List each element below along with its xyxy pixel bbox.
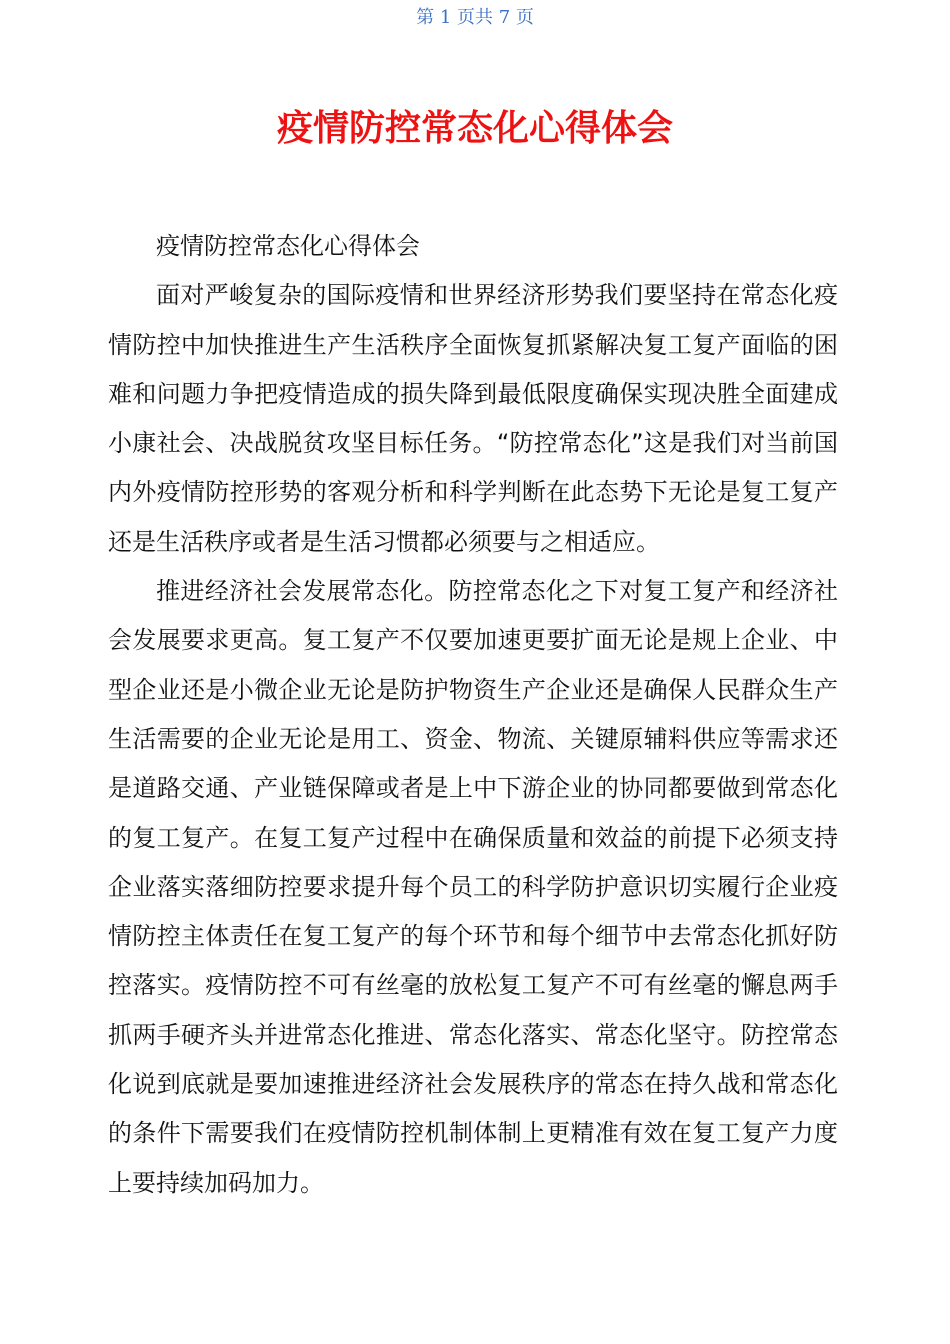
paragraph-intro: 面对严峻复杂的国际疫情和世界经济形势我们要坚持在常态化疫情防控中加快推进生产生活秩序全面恢复抓紧解决复工复产面临的困难和问题力争把疫情造成的损失降到最低限度确保实现决胜全面建成小康社会、决战脱贫攻坚目标任务。“防控常态化”这是我们对当前国内外疫情防控形势的客观分析和科学判断在此态势下无论是复工复产还是生活秩序或者是生活习惯都必须要与之相适应。 (108, 281, 838, 556)
paragraph-economy: 推进经济社会发展常态化。防控常态化之下对复工复产和经济社会发展要求更高。复工复产不仅要加速更要扩面无论是规上企业、中型企业还是小微企业无论是防护物资生产企业还是确保人民群众生产生活需要的企业无论是用工、资金、物流、关键原辅料供应等需求还是道路交通、产业链保障或者是上中下游企业的协同都要做到常态化的复工复产。在复工复产过程中在确保质量和效益的前提下必须支持企业落实落细防控要求提升每个员工的科学防护意识切实履行企业疫情防控主体责任在复工复产的每个环节和每个细节中去常态化抓好防控落实。疫情防控不可有丝毫的放松复工复产不可有丝毫的懈息两手抓两手硬齐头并进常态化推进、常态化落实、常态化坚守。防控常态化说到底就是要加速推进经济社会发展秩序的常态在持久战和常态化的条件下需要我们在疫情防控机制体制上更精准有效在复工复产力度上要持续加码加力。 (108, 577, 838, 1197)
document-title: 疫情防控常态化心得体会 (276, 108, 673, 149)
page-counter: 第 1 页共 7 页 (416, 7, 534, 28)
document-body (108, 222, 838, 1208)
paragraph-subtitle: 疫情防控常态化心得体会 (156, 232, 420, 260)
